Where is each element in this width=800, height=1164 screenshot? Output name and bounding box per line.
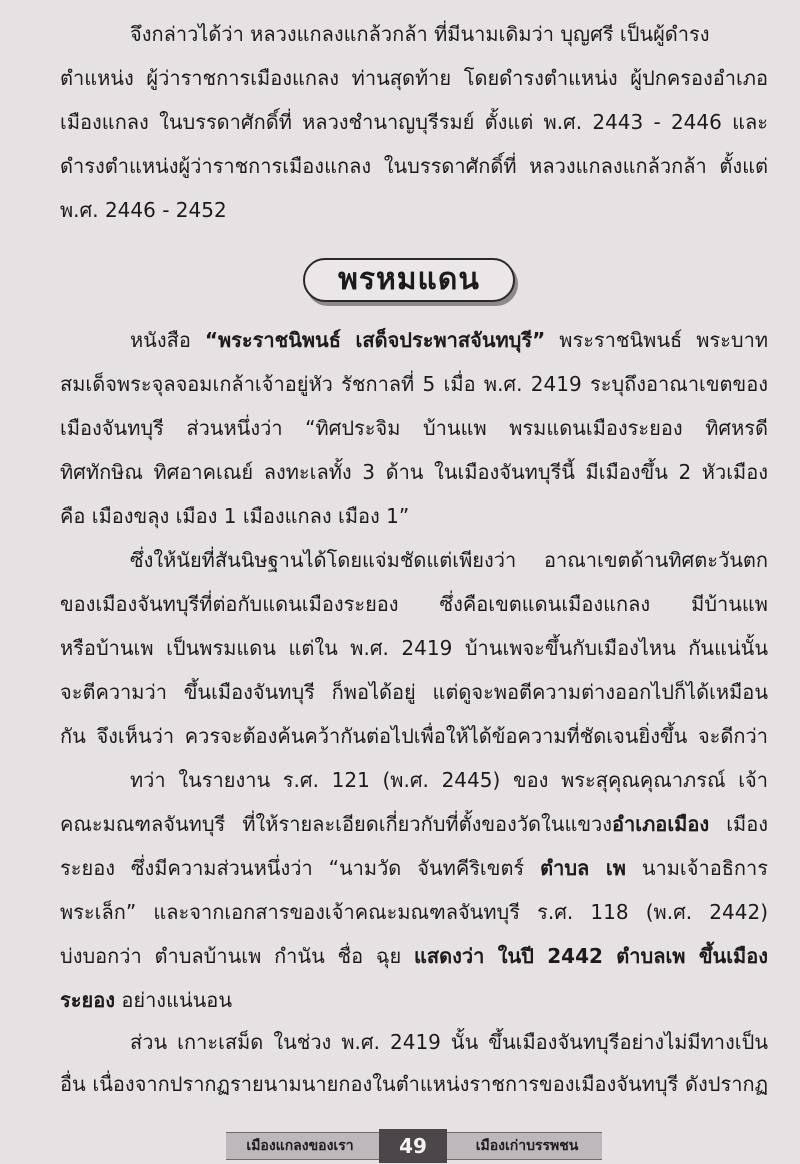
text-run: ส่วน เกาะเสม็ด ในช่วง พ.ศ. 2419 นั้น ขึ้นเมืองจันทบุรีอย่างไม่มีทางเป็น	[130, 1030, 768, 1054]
text-run: หนังสือ	[130, 328, 205, 352]
text-line	[60, 58, 768, 98]
text-line	[60, 716, 768, 756]
text-run: ซึ่งให้นัยที่สันนิษฐานได้โดยแจ่มชัดแต่เพียงว่า อาณาเขตด้านทิศตะวันตก	[130, 548, 768, 572]
text-line	[60, 452, 768, 492]
section-heading: พรหมแดน	[303, 258, 515, 302]
bold-text: “พระราชนิพนธ์ เสด็จประพาสจันทบุรี”	[204, 328, 546, 352]
text-run: ระยอง ซึ่งมีความส่วนหนึ่งว่า “นามวัด จันทคีริเขตร์	[60, 856, 541, 880]
bold-text: ระยอง	[60, 988, 115, 1012]
text-run: ทว่า ในรายงาน ร.ศ. 121 (พ.ศ. 2445) ของ พระสุคุณคุณาภรณ์ เจ้า	[130, 768, 768, 792]
text-line	[130, 320, 768, 360]
footer-left-title: เมืองแกลงของเรา	[246, 1138, 354, 1154]
text-line	[60, 408, 768, 448]
text-line	[60, 584, 768, 624]
footer-right-title: เมืองเก่าบรรพชน	[475, 1138, 579, 1154]
text-line	[60, 628, 768, 668]
text-run: พระราชนิพนธ์ พระบาท	[545, 328, 768, 352]
text-line	[60, 804, 768, 844]
text-run: ของเมืองจันทบุรีที่ต่อกับแดนเมืองระยอง ซึ่งคือเขตแดนเมืองแกลง มีบ้านแพ	[60, 592, 768, 616]
text-run: อื่น เนื่องจากปรากฏรายนามนายกองในตำแหน่งราชการของเมืองจันทบุรี ดังปรากฏ	[60, 1072, 768, 1096]
text-run: จึงกล่าวได้ว่า หลวงแกลงแกล้วกล้า ที่มีนามเดิมว่า บุญศรี เป็นผู้ดำรง	[130, 22, 710, 46]
bold-text: อำเภอเมือง	[612, 812, 710, 836]
text-line	[60, 672, 768, 712]
text-line	[60, 848, 768, 888]
text-line	[60, 496, 768, 536]
text-run: นามเจ้าอธิการ	[625, 856, 768, 880]
text-run: คือ เมืองขลุง เมือง 1 เมืองแกลง เมือง 1”	[60, 504, 410, 528]
text-run: พ.ศ. 2446 - 2452	[60, 198, 227, 222]
page-footer	[226, 1132, 602, 1160]
text-line	[130, 540, 768, 580]
text-run: กัน จึงเห็นว่า ควรจะต้องค้นคว้ากันต่อไปเพื่อให้ได้ข้อความที่ชัดเจนยิ่งขึ้น จะดีกว่า	[60, 724, 768, 748]
text-run: เมืองจันทบุรี ส่วนหนึ่งว่า “ทิศประจิม บ้านแพ พรมแดนเมืองระยอง ทิศหรดี	[60, 416, 768, 440]
text-line	[130, 1022, 768, 1062]
text-run: พระเล็ก” และจากเอกสารของเจ้าคณะมณฑลจันทบุรี ร.ศ. 118 (พ.ศ. 2442)	[60, 900, 768, 924]
text-run: จะตีความว่า ขึ้นเมืองจันทบุรี ก็พอได้อยู่ แต่ดูจะพอตีความต่างออกไปก็ได้เหมือน	[60, 680, 768, 704]
text-run: บ่งบอกว่า ตำบลบ้านเพ กำนัน ชื่อ ฉุย	[60, 944, 415, 968]
text-run: สมเด็จพระจุลจอมเกล้าเจ้าอยู่หัว รัชกาลที่ 5 เมื่อ พ.ศ. 2419 ระบุถึงอาณาเขตของ	[60, 372, 768, 396]
text-run: เมือง	[709, 812, 768, 836]
page-number: 49	[379, 1129, 447, 1163]
text-line	[60, 1064, 768, 1104]
text-line	[60, 102, 768, 142]
text-line	[60, 980, 768, 1020]
text-line	[60, 892, 768, 932]
text-run: ตำแหน่ง ผู้ว่าราชการเมืองแกลง ท่านสุดท้าย โดยดำรงตำแหน่ง ผู้ปกครองอำเภอ	[60, 66, 768, 90]
text-run: หรือบ้านเพ เป็นพรมแดน แต่ใน พ.ศ. 2419 บ้านเพจะขึ้นกับเมืองไหน กันแน่นั้น	[60, 636, 768, 660]
text-line	[60, 936, 768, 976]
text-line	[60, 364, 768, 404]
text-run: ดำรงตำแหน่งผู้ว่าราชการเมืองแกลง ในบรรดาศักดิ์ที่ หลวงแกลงแกล้วกล้า ตั้งแต่	[60, 154, 768, 178]
bold-text: แสดงว่า ในปี 2442 ตำบลเพ ขึ้นเมือง	[414, 944, 768, 968]
bold-text: ตำบล เพ	[540, 856, 626, 880]
text-run: อย่างแน่นอน	[114, 988, 232, 1012]
text-line	[130, 14, 768, 54]
text-run: เมืองแกลง ในบรรดาศักดิ์ที่ หลวงชำนาญบุรีรมย์ ตั้งแต่ พ.ศ. 2443 - 2446 และ	[60, 110, 768, 134]
text-line	[130, 760, 768, 800]
text-run: ทิศทักษิณ ทิศอาคเณย์ ลงทะเลทั้ง 3 ด้าน ในเมืองจันทบุรีนี้ มีเมืองขึ้น 2 หัวเมือง	[60, 460, 768, 484]
text-run: คณะมณฑลจันทบุรี ที่ให้รายละเอียดเกี่ยวกับที่ตั้งของวัดในแขวง	[60, 812, 613, 836]
text-line	[60, 190, 768, 230]
text-line	[60, 146, 768, 186]
